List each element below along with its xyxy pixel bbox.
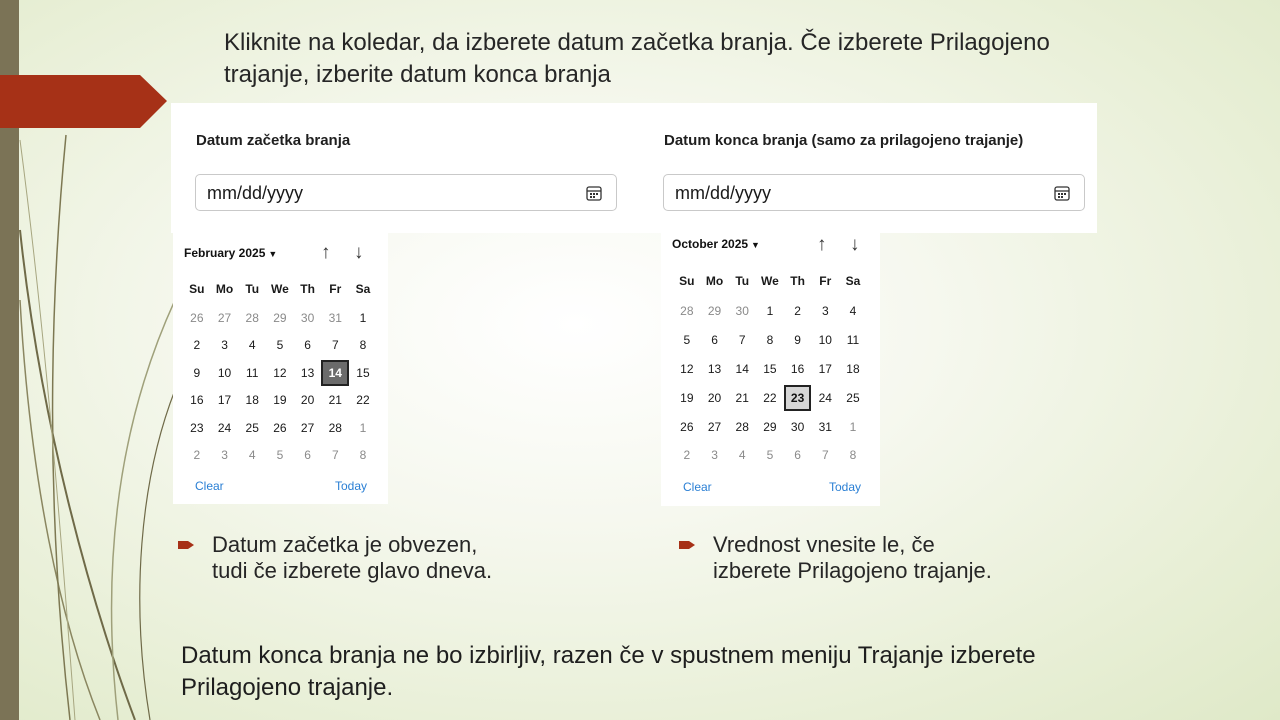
day-cell[interactable]: 23 (190, 421, 204, 435)
start-date-calendar (173, 233, 388, 504)
day-cell[interactable]: 30 (790, 420, 805, 434)
day-cell[interactable]: 8 (849, 448, 857, 462)
weekday-label: Mo (705, 274, 724, 288)
day-cell[interactable]: 25 (846, 391, 860, 405)
day-cell[interactable]: 26 (273, 421, 287, 435)
today-button[interactable]: Today (335, 479, 368, 493)
prev-month-arrow-icon[interactable]: ↑ (817, 234, 827, 255)
day-cell[interactable]: 29 (273, 311, 287, 325)
week-row (183, 308, 377, 328)
day-cell[interactable]: 29 (763, 420, 777, 434)
day-cell[interactable]: 15 (356, 366, 370, 380)
date-form-panel (171, 103, 1097, 233)
day-cell[interactable]: 29 (707, 304, 722, 318)
month-year-selector[interactable]: October 2025 ▼ (672, 237, 760, 251)
day-cell[interactable]: 22 (356, 393, 370, 407)
day-cell[interactable]: 28 (328, 421, 342, 435)
day-cell[interactable]: 10 (818, 333, 832, 347)
next-month-arrow-icon[interactable]: ↓ (354, 242, 364, 263)
bullet-line: izberete Prilagojeno trajanje. (713, 558, 992, 583)
start-date-field[interactable] (195, 174, 617, 211)
day-cell[interactable]: 14 (735, 362, 749, 376)
clear-button[interactable]: Clear (195, 479, 224, 493)
day-cell[interactable]: 27 (217, 311, 232, 325)
day-cell[interactable]: 8 (359, 448, 367, 462)
day-cell[interactable]: 30 (300, 311, 315, 325)
weekday-label: Mo (215, 282, 234, 296)
day-cell[interactable]: 4 (849, 304, 857, 318)
bullet-start-required (212, 532, 492, 584)
day-cell[interactable]: 7 (738, 333, 746, 347)
day-cell[interactable]: 19 (680, 391, 694, 405)
week-row (673, 417, 867, 437)
weekday-label: Fr (329, 282, 342, 296)
day-cell[interactable]: 13 (300, 366, 315, 380)
weekday-label: Tu (245, 282, 260, 296)
arrow-bullet-icon (178, 540, 194, 550)
day-cell[interactable]: 9 (794, 333, 801, 347)
day-cell[interactable]: 20 (300, 393, 315, 407)
selected-day[interactable]: 23 (784, 385, 812, 411)
day-cell[interactable]: 1 (359, 311, 367, 325)
day-cell[interactable]: 1 (849, 420, 857, 434)
day-cell[interactable]: 2 (683, 448, 691, 462)
day-cell[interactable]: 11 (245, 366, 259, 380)
weekday-label: We (271, 282, 289, 296)
day-cell[interactable]: 19 (273, 393, 287, 407)
weekday-header-row (183, 279, 377, 299)
end-date-field[interactable] (663, 174, 1085, 211)
start-date-label: Datum začetka branja (196, 132, 351, 149)
day-cell[interactable]: 31 (818, 420, 832, 434)
day-cell[interactable]: 17 (217, 393, 232, 407)
day-cell[interactable]: 2 (193, 448, 201, 462)
weekday-header-row (673, 271, 867, 291)
day-cell[interactable]: 9 (193, 366, 201, 380)
day-cell[interactable]: 21 (328, 393, 342, 407)
day-cell[interactable]: 24 (217, 421, 232, 435)
day-cell[interactable]: 1 (766, 304, 774, 318)
week-row (673, 445, 867, 465)
calendar-icon[interactable] (1054, 185, 1070, 201)
day-cell[interactable]: 12 (680, 362, 694, 376)
day-cell[interactable]: 8 (766, 333, 774, 347)
arrow-accent-tab (0, 75, 167, 128)
day-cell[interactable]: 24 (818, 391, 832, 405)
day-cell[interactable]: 6 (711, 333, 718, 347)
weekday-label: Th (300, 282, 315, 296)
start-date-input[interactable] (207, 182, 567, 204)
week-row (183, 363, 377, 386)
day-cell[interactable]: 21 (735, 391, 749, 405)
bullet-end-optional (713, 532, 992, 584)
day-cell[interactable]: 5 (276, 338, 284, 352)
weekday-label: Sa (355, 282, 371, 296)
day-cell[interactable]: 28 (245, 311, 259, 325)
day-cell[interactable]: 31 (328, 311, 342, 325)
day-cell[interactable]: 26 (190, 311, 204, 325)
day-cell[interactable]: 13 (707, 362, 722, 376)
day-cell[interactable]: 10 (217, 366, 232, 380)
weekday-label: We (761, 274, 779, 288)
day-cell[interactable]: 3 (221, 338, 228, 352)
weekday-label: Su (189, 282, 205, 296)
day-cell[interactable]: 7 (821, 448, 829, 462)
calendar-icon[interactable] (586, 185, 602, 201)
day-cell[interactable]: 8 (359, 338, 367, 352)
week-row (673, 330, 867, 350)
slide-note: Datum konca branja ne bo izbirljiv, razen če v spustnem meniju Trajanje izberete Prilagojeno trajanje. (181, 642, 1036, 701)
day-cell[interactable]: 15 (763, 362, 777, 376)
day-cell[interactable]: 2 (794, 304, 801, 318)
day-cell[interactable]: 4 (738, 448, 746, 462)
day-cell[interactable]: 2 (193, 338, 201, 352)
day-cell[interactable]: 25 (245, 421, 259, 435)
day-cell[interactable]: 17 (818, 362, 832, 376)
week-row (183, 445, 377, 465)
month-year-selector[interactable]: February 2025 ▼ (184, 246, 278, 260)
day-cell[interactable]: 1 (359, 421, 367, 435)
day-cell[interactable]: 4 (248, 338, 256, 352)
end-date-label: Datum konca branja (samo za prilagojeno trajanje) (664, 132, 1024, 149)
weekday-label: Sa (845, 274, 861, 288)
week-row (183, 418, 377, 438)
selected-day[interactable]: 14 (321, 360, 349, 386)
day-cell[interactable]: 22 (763, 391, 777, 405)
day-cell[interactable]: 27 (707, 420, 722, 434)
slide-title: Kliknite na koledar, da izberete datum začetka branja. Če izberete Prilagojeno trajanje, izberite datum konca branja (224, 29, 1050, 88)
day-cell[interactable]: 6 (794, 448, 801, 462)
week-row (673, 388, 867, 411)
day-cell[interactable]: 26 (680, 420, 694, 434)
day-cell[interactable]: 27 (300, 421, 315, 435)
day-cell[interactable]: 28 (680, 304, 694, 318)
week-row (183, 390, 377, 410)
day-cell[interactable]: 16 (790, 362, 805, 376)
day-cell[interactable]: 18 (846, 362, 860, 376)
day-cell[interactable]: 6 (304, 448, 311, 462)
weekday-label: Su (679, 274, 695, 288)
week-row (183, 335, 377, 355)
end-date-input[interactable] (675, 182, 1035, 204)
day-cell[interactable]: 11 (846, 333, 860, 347)
bullet-line: Vrednost vnesite le, če (713, 532, 935, 557)
arrow-bullet-icon (679, 540, 695, 550)
today-button[interactable]: Today (829, 480, 862, 494)
day-cell[interactable]: 7 (331, 448, 339, 462)
end-date-calendar (661, 233, 880, 506)
day-cell[interactable]: 5 (683, 333, 691, 347)
weekday-label: Tu (735, 274, 750, 288)
weekday-label: Fr (819, 274, 832, 288)
day-cell[interactable]: 3 (711, 448, 718, 462)
day-cell[interactable]: 20 (707, 391, 722, 405)
day-cell[interactable]: 16 (190, 393, 204, 407)
day-cell[interactable]: 5 (276, 448, 284, 462)
weekday-label: Th (790, 274, 805, 288)
day-cell[interactable]: 30 (735, 304, 749, 318)
day-cell[interactable]: 3 (821, 304, 829, 318)
clear-button[interactable]: Clear (683, 480, 712, 494)
day-cell[interactable]: 18 (245, 393, 259, 407)
day-cell[interactable]: 28 (735, 420, 749, 434)
day-cell[interactable]: 3 (221, 448, 228, 462)
prev-month-arrow-icon[interactable]: ↑ (321, 242, 331, 263)
week-row (673, 359, 867, 379)
next-month-arrow-icon[interactable]: ↓ (850, 234, 860, 255)
week-row (673, 301, 867, 321)
bullet-line: Datum začetka je obvezen, (212, 532, 478, 557)
bullet-line: tudi če izberete glavo dneva. (212, 558, 493, 583)
day-cell[interactable]: 5 (766, 448, 774, 462)
day-cell[interactable]: 6 (304, 338, 311, 352)
day-cell[interactable]: 4 (248, 448, 256, 462)
day-cell[interactable]: 12 (273, 366, 287, 380)
day-cell[interactable]: 7 (331, 338, 339, 352)
